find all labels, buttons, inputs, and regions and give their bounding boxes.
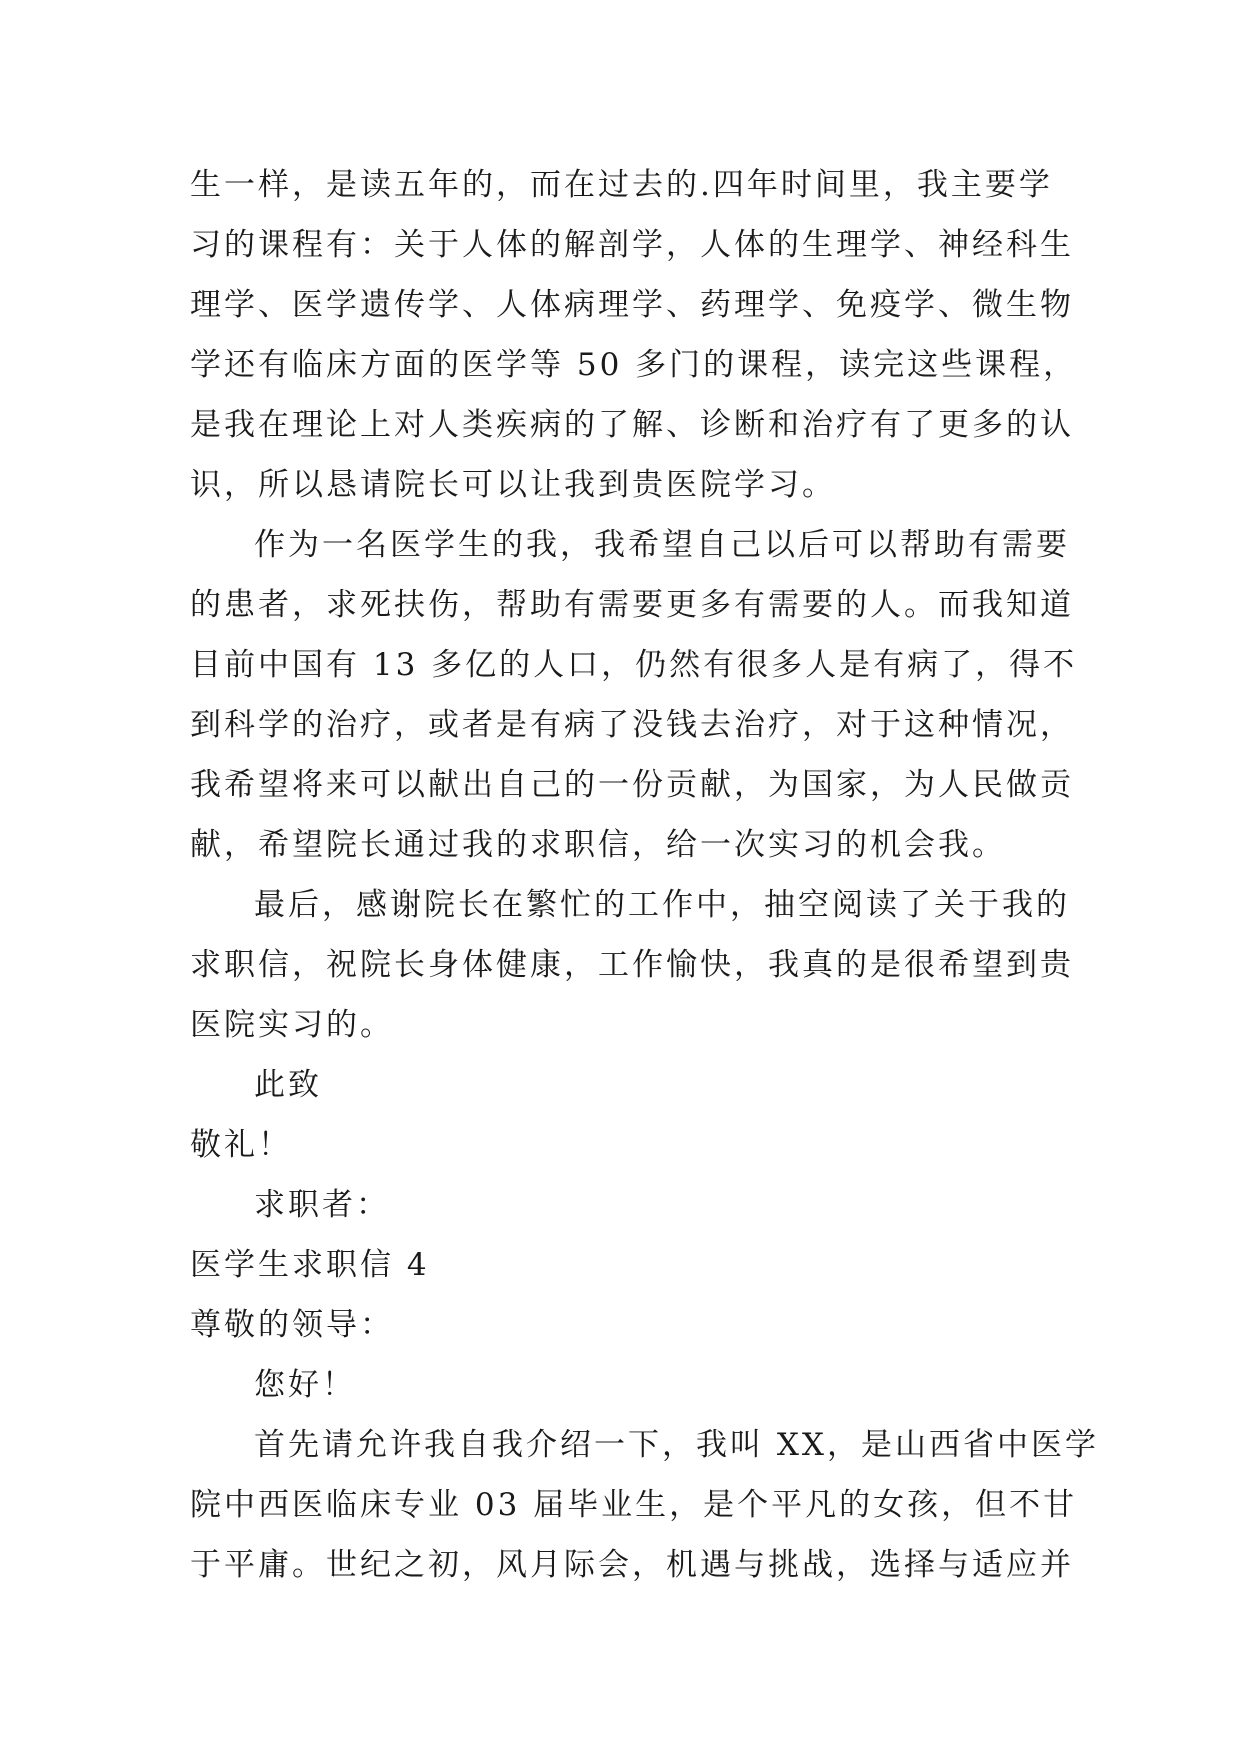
text-line: 您好！	[254, 1367, 356, 1403]
text-line: 求职者：	[254, 1187, 390, 1223]
text-line: 敬礼！	[190, 1127, 292, 1163]
text-line: 到科学的治疗，或者是有病了没钱去治疗，对于这种情况，	[190, 707, 1074, 743]
text-line: 识，所以恳请院长可以让我到贵医院学习。	[190, 467, 836, 503]
text-line: 目前中国有 13 多亿的人口，仍然有很多人是有病了，得不	[190, 647, 1078, 683]
text-line: 尊敬的领导：	[190, 1307, 394, 1343]
text-line: 是我在理论上对人类疾病的了解、诊断和治疗有了更多的认	[190, 407, 1074, 443]
text-line: 生一样，是读五年的，而在过去的.四年时间里，我主要学	[190, 167, 1053, 203]
text-line: 此致	[254, 1067, 322, 1103]
text-line: 理学、医学遗传学、人体病理学、药理学、免疫学、微生物	[190, 287, 1074, 323]
text-line: 作为一名医学生的我，我希望自己以后可以帮助有需要	[254, 527, 1070, 563]
text-line: 首先请允许我自我介绍一下，我叫 XX，是山西省中医学	[254, 1427, 1099, 1463]
text-line: 的患者，求死扶伤，帮助有需要更多有需要的人。而我知道	[190, 587, 1074, 623]
text-line: 求职信，祝院长身体健康，工作愉快，我真的是很希望到贵	[190, 947, 1074, 983]
text-line: 于平庸。世纪之初，风月际会，机遇与挑战，选择与适应并	[190, 1547, 1074, 1583]
text-line: 院中西医临床专业 03 届毕业生，是个平凡的女孩，但不甘	[190, 1487, 1078, 1523]
document-body	[190, 155, 1099, 1595]
text-line: 医学生求职信 4	[190, 1247, 430, 1283]
text-line: 献，希望院长通过我的求职信，给一次实习的机会我。	[190, 827, 1006, 863]
text-line: 学还有临床方面的医学等 50 多门的课程，读完这些课程，	[190, 347, 1078, 383]
text-line: 习的课程有：关于人体的解剖学，人体的生理学、神经科生	[190, 227, 1074, 263]
text-line: 最后，感谢院长在繁忙的工作中，抽空阅读了关于我的	[254, 887, 1070, 923]
text-line: 我希望将来可以献出自己的一份贡献，为国家，为人民做贡	[190, 767, 1074, 803]
text-line: 医院实习的。	[190, 1007, 394, 1043]
